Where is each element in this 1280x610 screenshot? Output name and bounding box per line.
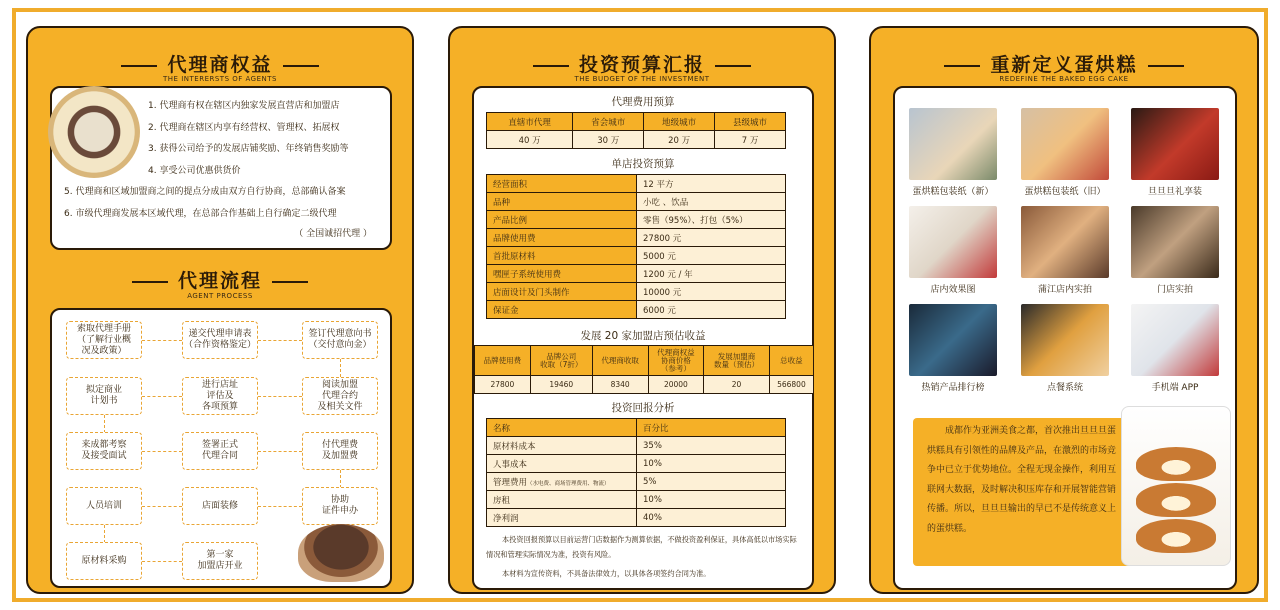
fee-header: 地级城市 xyxy=(644,113,715,131)
flow-step-3: 签订代理意向书 （交付意向金） xyxy=(302,321,378,359)
income-header: 品牌公司 收取（7折） xyxy=(530,346,592,376)
return-table xyxy=(486,418,786,527)
flow-step-5: 进行店址 评估及 各项预算 xyxy=(182,377,258,415)
fee-value: 20 万 xyxy=(644,131,715,149)
caption: 店内效果图 xyxy=(930,285,976,295)
store-value: 10000 元 xyxy=(637,283,786,301)
rights-title: 代理商权益 xyxy=(28,50,412,77)
photo-store-render xyxy=(909,206,997,278)
return-value: 35% xyxy=(637,437,786,455)
return-label: 房租 xyxy=(487,491,637,509)
return-label: 原材料成本 xyxy=(487,437,637,455)
flow-step-12: 人员培训 xyxy=(66,487,142,525)
fee-header: 省会城市 xyxy=(573,113,644,131)
return-value: 5% xyxy=(637,473,786,491)
cake-box xyxy=(893,86,1237,590)
store-value: 6000 元 xyxy=(637,301,786,319)
rights-item: 6. 市级代理商发展本区域代理，在总部合作基础上自行确定二级代理 xyxy=(64,208,337,219)
fee-value: 40 万 xyxy=(487,131,573,149)
process-box xyxy=(50,308,392,588)
flow-title: 代理流程 xyxy=(28,266,412,293)
store-label: 产品比例 xyxy=(487,211,637,229)
brand-description: 成都作为亚洲美食之都，首次推出旦旦旦蛋烘糕具有引领性的品牌及产品，在激烈的市场竞争中已立于优势地位。全程无现金操作，利用互联网大数据，及时解决积压库存和开展智能营销传播。所以，旦旦旦输出的早已不是传统意义上的蛋烘糕。 xyxy=(927,426,1117,534)
income-value: 566800 xyxy=(769,376,813,394)
caption: 门店实拍 xyxy=(1156,285,1193,295)
photo-wrapper-new xyxy=(909,108,997,180)
flow-step-1: 索取代理手册 （了解行业概 况及政策） xyxy=(66,321,142,359)
flow-step-4: 阅读加盟 代理合约 及相关文件 xyxy=(302,377,378,415)
flow-subtitle: AGENT PROCESS xyxy=(187,292,253,300)
return-label: 人事成本 xyxy=(487,455,637,473)
fee-header: 县级城市 xyxy=(715,113,786,131)
photo-ordering-system xyxy=(1021,304,1109,376)
photo-ranking-screen xyxy=(909,304,997,376)
photo-mobile-app xyxy=(1131,304,1219,376)
income-value: 20 xyxy=(704,376,770,394)
fee-header: 直辖市代理 xyxy=(487,113,573,131)
flow-step-6: 拟定商业 计划书 xyxy=(66,377,142,415)
return-section-title: 投资回报分析 xyxy=(611,402,675,414)
store-value: 1200 元 / 年 xyxy=(637,265,786,283)
store-label: 保证金 xyxy=(487,301,637,319)
disclaimer-1: 本投资回报预算以目前运营门店数据作为测算依据，不做投资盈利保证，具体高低以市场实际情况和管理实际情况为准，投资有风险。 xyxy=(486,535,797,559)
income-section-title: 发展 20 家加盟店预估收益 xyxy=(580,330,706,342)
brand-description-box xyxy=(913,418,1221,566)
budget-panel xyxy=(448,26,836,594)
photo-wrapper-old xyxy=(1021,108,1109,180)
budget-box xyxy=(472,86,814,590)
income-value: 8340 xyxy=(592,376,648,394)
fee-value: 7 万 xyxy=(715,131,786,149)
flow-step-8: 签署正式 代理合同 xyxy=(182,432,258,470)
return-header: 百分比 xyxy=(637,419,786,437)
return-header: 名称 xyxy=(487,419,637,437)
caption: 旦旦旦礼享装 xyxy=(1147,187,1202,197)
store-label: 经营面积 xyxy=(487,175,637,193)
return-value: 10% xyxy=(637,455,786,473)
budget-subtitle: THE BUDGET OF THE INVESTMENT xyxy=(574,75,710,83)
flow-step-14: 第一家 加盟店开业 xyxy=(182,542,258,580)
rights-item: 2. 代理商在辖区内享有经营权、管理权、拓展权 xyxy=(148,122,340,133)
store-label: 品种 xyxy=(487,193,637,211)
store-value: 5000 元 xyxy=(637,247,786,265)
caption: 蒲江店内实拍 xyxy=(1037,285,1092,295)
caption: 点餐系统 xyxy=(1046,383,1083,393)
return-label: 净利润 xyxy=(487,509,637,527)
return-value: 40% xyxy=(637,509,786,527)
store-label: 首批原材料 xyxy=(487,247,637,265)
store-section-title: 单店投资预算 xyxy=(611,158,675,170)
fee-table xyxy=(486,112,786,149)
income-header: 发展加盟商 数量（预估） xyxy=(704,346,770,376)
store-value: 12 平方 xyxy=(637,175,786,193)
fee-section-title: 代理费用预算 xyxy=(611,96,675,108)
rights-item: 1. 代理商有权在辖区内独家发展直营店和加盟店 xyxy=(148,101,340,111)
brochure-sheet xyxy=(12,8,1268,602)
return-value: 10% xyxy=(637,491,786,509)
flow-step-13: 原材料采购 xyxy=(66,542,142,580)
rights-item: 4. 享受公司优惠供货价 xyxy=(148,165,241,176)
income-value: 19460 xyxy=(530,376,592,394)
cake-subtitle: REDEFINE THE BAKED EGG CAKE xyxy=(999,75,1129,83)
income-value: 20000 xyxy=(648,376,704,394)
income-value: 27800 xyxy=(475,376,531,394)
income-header: 代理商收取 xyxy=(592,346,648,376)
store-table xyxy=(486,174,786,319)
rights-item: 5. 代理商和区域加盟商之间的提点分成由双方自行协商，总部确认备案 xyxy=(64,187,346,197)
caption: 蛋烘糕包装纸（旧） xyxy=(1024,187,1106,197)
income-header: 品牌使用费 xyxy=(475,346,531,376)
budget-title: 投资预算汇报 xyxy=(450,50,834,77)
agent-rights-panel xyxy=(26,26,414,594)
store-label: 品牌使用费 xyxy=(487,229,637,247)
rights-note: （ 全国诚招代理 ） xyxy=(294,229,372,239)
cake-title: 重新定义蛋烘糕 xyxy=(871,50,1257,77)
rights-list xyxy=(52,96,390,225)
caption: 手机端 APP xyxy=(1151,383,1199,393)
flow-step-7: 来成都考察 及接受面试 xyxy=(66,432,142,470)
caption: 蛋烘糕包装纸（新） xyxy=(912,187,994,197)
flow-step-2: 递交代理申请表 （合作资格鉴定） xyxy=(182,321,258,359)
egg-cake-plate-image xyxy=(1121,406,1231,566)
mgmt-note: （水电费、商场管理费用、物流） xyxy=(527,480,610,487)
beans-bowl-image xyxy=(298,524,384,582)
cake-panel xyxy=(869,26,1259,594)
rights-box xyxy=(50,86,392,250)
flow-step-9: 付代理费 及加盟费 xyxy=(302,432,378,470)
store-value: 27800 元 xyxy=(637,229,786,247)
store-label: 嘿匣子系统使用费 xyxy=(487,265,637,283)
rights-item: 3. 获得公司给予的发展店铺奖励、年终销售奖励等 xyxy=(148,144,349,154)
disclaimer-2: 本材料为宣传资料，不具备法律效力，以具体各项签约合同为准。 xyxy=(502,569,711,578)
rights-subtitle: THE INTERERSTS OF AGENTS xyxy=(163,75,277,83)
fee-value: 30 万 xyxy=(573,131,644,149)
store-value: 小吃 、饮品 xyxy=(637,193,786,211)
return-label: 管理费用（水电费、商场管理费用、物流） xyxy=(487,473,637,491)
flow-step-11: 店面装修 xyxy=(182,487,258,525)
caption: 热销产品排行榜 xyxy=(921,383,985,393)
store-label: 店面设计及门头制作 xyxy=(487,283,637,301)
income-header: 总收益 xyxy=(769,346,813,376)
photo-gift-box xyxy=(1131,108,1219,180)
flow-step-10: 协助 证件申办 xyxy=(302,487,378,525)
photo-pujiang-store xyxy=(1021,206,1109,278)
income-table xyxy=(474,345,814,394)
photo-store xyxy=(1131,206,1219,278)
store-value: 零售（95%）、打包（5%） xyxy=(637,211,786,229)
income-header: 代理商权益 协商价格 （参考） xyxy=(648,346,704,376)
